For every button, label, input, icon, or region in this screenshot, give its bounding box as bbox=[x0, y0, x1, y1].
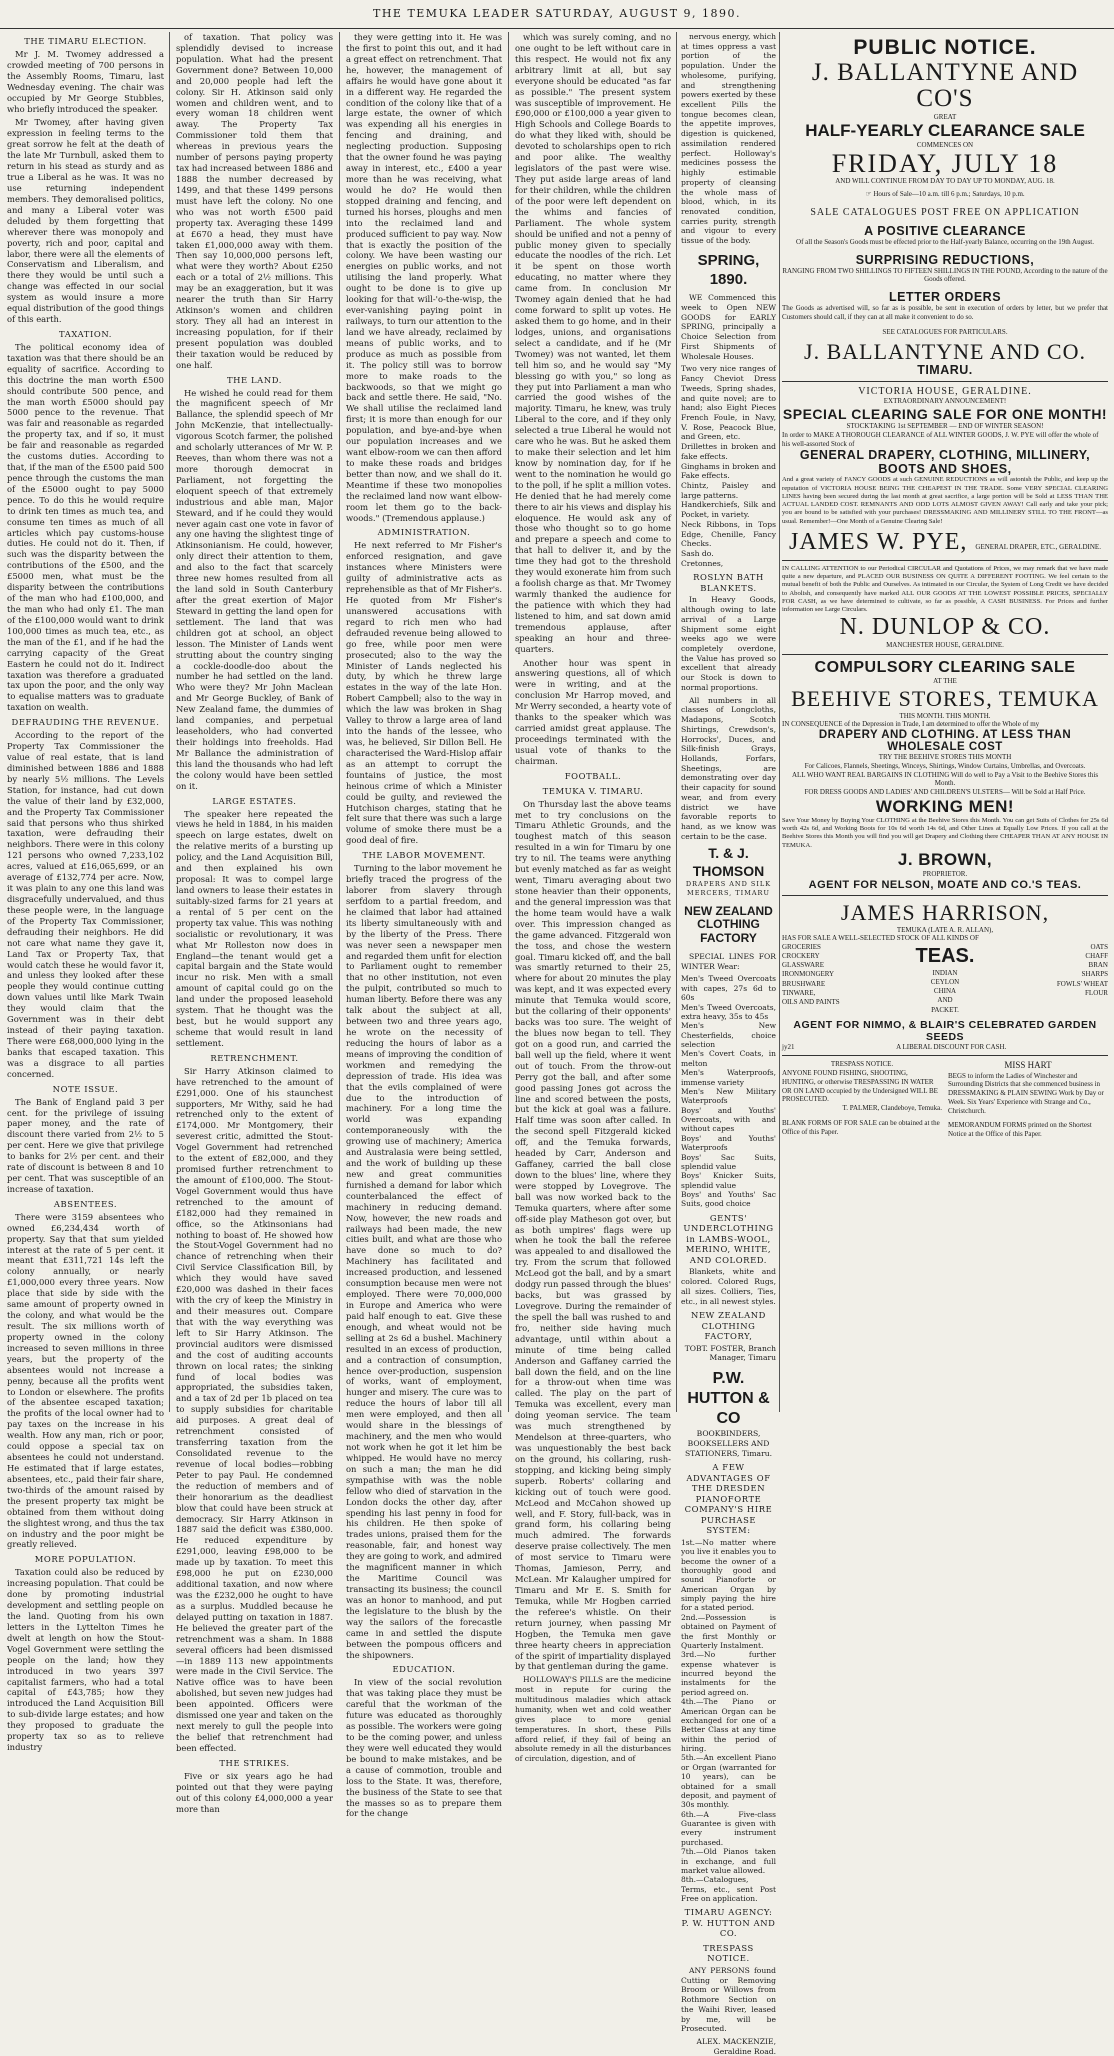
at-the-label: AT THE bbox=[933, 676, 957, 685]
stocktaking-label: STOCKTAKING 1st SEPTEMBER — END OF WINTER SEASON! bbox=[846, 422, 1044, 431]
spring-item: Cretonnes, bbox=[681, 558, 724, 568]
dunlop-body: IN CALLING ATTENTION to our Periodical CIRCULAR and Quotations of Prices, we may remark that we have made quite a new departure, and PLACED OUR BUSINESS ON QUITE A DIFFERENT FOOTING. We feel certain to the mutual benefit of both the Public and Ourselves. As intimated in our Circular, the System of Long Credit we have decided to Abolish, and consequently have marked ALL OUR GOODS AT THE LOWEST POSSIBLE PRICES, SPECIALLY FOR CASH, as we have determined to cultivate, so far as possible, A CASH BUSINESS. For Prices and further information see Large Circulars. bbox=[782, 564, 1108, 613]
public-notice-heading: PUBLIC NOTICE. bbox=[853, 36, 1037, 59]
column-rule bbox=[339, 32, 340, 1412]
section-heading: NOTE ISSUE. bbox=[52, 1083, 119, 1094]
article-paragraph: Turning to the labor movement he briefly traced the progress of the laborer from slavery through serfdom to a partial freedom, and he claimed that labor had attained its liberty simultaneously with and by the liberty of the Press. There was never seen a newspaper men and regarded them unfit for election to Parliament ought to remember that no other institution, not even the pulpit, contributed so much to human liberty. Before there was any talk about the subject at all, between two and three years ago, he wrote on the necessity of reducing the hours of labor as a means of improving the condition of workmen and remedying the depression of trade. His idea was that the evils complained of were due to the introduction of machinery. For a long time the world was expanding contemporaneously with the growing use of machinery; America and Australasia were being settled, and the work of building up these new and great communities furnished a demand for labor which counterbalanced the effect of machinery in reducing demand. Now, however, the new roads and railways had been made, the new cities built, and what are those who have done so much to do? Machinery has facilitated and increased production, and lessened consumption because men were not employed. There were 70,000,000 in Europe and America who were paid half enough to eat. Give these enough, and wheat would not be selling at 2s 6d a bushel. Machinery resulted in an excess of production, and a contraction of consumption, hence over-production, suspension of works, want of employment, hunger and misery. The cure was to reduce the hours of labor till all men were employed, and then all would share in the blessings of machinery, and the men who would not work when he got it let him be whipped. He would have no mercy on such a man; the man he did sympathise with was the noble fellow who died of starvation in the London docks the other day, after spending his last penny in food for his children. He then spoke of trades unions, praised them for the reasonable, fair, and honest way they are going to work, and admired the magnificent manner in which the Maritime Council was transacting its business; the council was an honor to manhood, and put the legislature to the blush by the way the sailors of the forecastle came in and settled the dispute between the pompous officers and the shipowners. bbox=[346, 863, 502, 1660]
goods-item: AND bbox=[937, 996, 953, 1005]
clothing-list-item: Boys' and Youths' Waterproofs bbox=[681, 1133, 776, 1153]
working-men-heading: WORKING MEN! bbox=[875, 796, 1015, 816]
column-rule bbox=[676, 32, 677, 1412]
dresden-item: 4th.—The Piano or American Organ can be exchanged for one of a Better Class at any time within the period of hiring. bbox=[681, 1697, 776, 1754]
goods-item: IRONMONGERY bbox=[782, 970, 835, 979]
manchester-house: MANCHESTER HOUSE, GERALDINE. bbox=[886, 641, 1004, 650]
commences-label: COMMENCES ON bbox=[916, 141, 974, 150]
try-beehive: TRY THE BEEHIVE STORES THIS MONTH bbox=[878, 753, 1012, 762]
section-heading: THE LAND. bbox=[226, 374, 283, 385]
goods-item: CHINA bbox=[933, 987, 957, 996]
hours-text bbox=[782, 190, 1108, 199]
dresden-item: 7th.—Old Pianos taken in exchange, and full market value allowed. bbox=[681, 1847, 776, 1875]
ballantyne-heading: J. BALLANTYNE AND CO'S bbox=[811, 59, 1079, 113]
consequence-text: IN CONSEQUENCE of the Depression in Trade, I am determined to offer the Whole of my bbox=[782, 720, 1040, 729]
article-paragraph: He next referred to Mr Fisher's enforced resignation, and gave instances where Ministers were guilty of administrative acts as reprehensible as that of Mr Fisher's. He quoted from Mr Fisher's unanswered accusations with regard to rich men who had defrauded revenue being allowed to go free, while poor men were prosecuted; also to the way the Minister of Lands neglected his duty, by which he threw large estates in the way of the late Hon. Robert Campbell; also to the way in which the law was broken in Shag Valley to throw a large area of land into the hands of the lessee, who was, he believed, Sir Dillon Bell. He characterised the Ward-Hislop affair as an attempt to corrupt the fountains of justice, the most heinous crime of which a Minister could be guilty, and reviewed the Hutchison charges, stating that he felt sure that there was such a large volume of smoke there must be a good deal of fire. bbox=[346, 540, 502, 846]
clothing-list-item: Boys' and Youths' Sac Suits, good choice bbox=[681, 1190, 776, 1209]
dresden-item: 6th.—A Five-class Guarantee is given with every instrument purchased. bbox=[681, 1809, 776, 1847]
goods-item: PACKET. bbox=[931, 1005, 959, 1014]
general-drapery-heading: GENERAL DRAPERY, CLOTHING, MILLINERY, BOOTS AND SHOES, bbox=[799, 448, 1091, 477]
trespass-heading: TRESPASS NOTICE. bbox=[703, 1942, 754, 1964]
dresden-item: 1st.—No matter where you live it enables you to become the owner of a thoroughly good and sound Pianoforte or American Organ by simply paying the hire for a stated period. bbox=[681, 1537, 776, 1613]
article-column-3 bbox=[341, 32, 507, 1819]
advert-column-right bbox=[782, 32, 1108, 1412]
hutton-subtitle: BOOKBINDERS, BOOKSELLERS AND STATIONERS, Timaru. bbox=[684, 1429, 773, 1458]
drapery-heading: DRAPERY AND CLOTHING. AT LESS THAN WHOLESALE COST bbox=[818, 729, 1072, 754]
divider bbox=[782, 381, 1108, 382]
gents-heading: GENTS' UNDERCLOTHING in LAMBS-WOOL, MERINO, WHITE, AND COLORED. bbox=[683, 1212, 774, 1265]
spring-item: Drillettes in broken and fake effects. bbox=[681, 442, 776, 461]
timaru-label: TIMARU. bbox=[917, 363, 973, 378]
column-rule bbox=[169, 32, 170, 1412]
article-heading: THE TIMARU ELECTION. bbox=[24, 36, 147, 46]
match-heading: TEMUKA V. TIMARU. bbox=[542, 785, 644, 796]
spring-item: Handkerchiefs, Silk and Pocket, in variety. bbox=[681, 500, 776, 520]
article-paragraph: Taxation could also be reduced by increasing population. That could be done by promoting industrial development and settling people on the land. Quoting from his own letters in the Lyttelton Times he dwelt at length on how the Stout-Vogel Government were settling the people on the land; how they introduced in two years 397 capitalist farmers, who had a total capital of £43,785; how they introduced the Land Acquisition Bill to sub-divide large estates; and how they proposed to graduate the property tax so as to relieve industry bbox=[7, 1567, 164, 1753]
clothing-list-item: Boys' and Youths' Overcoats, with and without capes bbox=[681, 1105, 776, 1134]
spring-body: WE Commenced this week to Open NEW GOODS for EARLY SPRING, principally a Choice Selection from First Shipments of Wholesale Houses. bbox=[681, 293, 776, 361]
section-heading: FOOTBALL. bbox=[564, 770, 622, 781]
goods-item: CROCKERY bbox=[782, 952, 820, 961]
section-heading: EDUCATION. bbox=[392, 1664, 456, 1675]
goods-item: SHARPS bbox=[1081, 970, 1108, 979]
section-heading: THE LABOR MOVEMENT. bbox=[362, 850, 486, 861]
clothing-list-item: Boys' Knicker Suits, splendid value bbox=[681, 1171, 776, 1190]
hutton-logo: P.W. HUTTON & CO bbox=[687, 1370, 770, 1428]
article-paragraph: He wished he could read for them the magnificent speech of Mr Ballance, the splendid speech of Mr John McKenzie, that intellectually-vigorous Scotch farmer, the polished and scholarly utterances of Mr W. P. Reeves, than whom there was not a more thorough democrat in Parliament, not forgetting the eloquent speech of that extremely industrious and able man, Major Steward, and if he could they would never again cast one vote in favor of any one having the slightest tinge of Atkinsonianism. He could, however, only direct their attention to them, and also to the fact that scarcely three new homes resulted from all the land sold in South Canterbury after the great exertion of Major Steward in getting the land open for settlement. The land that was children got at school, an object lesson. The Minister of Lands went strutting about the country singing a cockle-doodle-doo about the number he had settled on the land. Who were they? Mr John Maclean and Mr George Buckley, of Bank of New Zealand fame, the dummies of land companies, and perpetual leaseholders, who had converted their holdings into freeholds. Had Mr Ballance the administration of this land the thousands who had left the colony would have been settled on it. bbox=[176, 387, 333, 791]
section-heading: TAXATION. bbox=[58, 328, 113, 339]
column-rule bbox=[508, 32, 509, 1412]
letter-orders-text: The Goods as advertised will, so far as is possible, be sent in execution of orders by letter, but we prefer that Customers should call, if they can at all make it convenient to do so. bbox=[782, 304, 1108, 321]
blankets-text: Blankets, white and colored. Colored Rugs, all sizes. Colliers, Ties, etc., in all newest styles. bbox=[681, 1267, 776, 1306]
clearance-sale-heading: HALF-YEARLY CLEARANCE SALE bbox=[805, 121, 1085, 141]
pye-signature bbox=[782, 529, 1108, 556]
trespass-heading: TRESPASS NOTICE. bbox=[830, 1060, 894, 1069]
clothing-list-item: Men's New Chesterfields, choice selection bbox=[681, 1021, 776, 1050]
calicoes-text: For Calicoes, Flannels, Sheetings, Winceys, Shirtings, Window Curtains, Umbrellas, and Overcoats. bbox=[804, 761, 1086, 770]
this-month-label: THIS MONTH. THIS MONTH. bbox=[899, 711, 991, 720]
hart-notice bbox=[948, 1060, 1108, 1139]
dress-goods-text: FOR DRESS GOODS AND LADIES' AND CHILDREN'S ULSTERS— Will be Sold at Half Price. bbox=[804, 788, 1086, 797]
discount-row bbox=[782, 1043, 1108, 1052]
clothing-list-item: Boys' Sac Suits, splendid value bbox=[681, 1152, 776, 1171]
goods-item: GROCERIES bbox=[782, 943, 821, 952]
thomson-subtitle: DRAPERS AND SILK MERCERS, TIMARU bbox=[685, 880, 772, 897]
see-catalogues: SEE CATALOGUES FOR PARTICULARS. bbox=[882, 327, 1008, 336]
heavy-goods-text: In Heavy Goods, although owing to late arrival of a Large Shipment some eight weeks ago we were completely overdone, the Value has proved so excellent that already our Stock is down to normal proportions. bbox=[681, 595, 776, 692]
spring-item: Chintz, Paisley and large patterns. bbox=[681, 480, 776, 500]
brown-name: J. BROWN, bbox=[897, 849, 993, 869]
working-men-text: Save Your Money by Buying Your CLOTHING at the Beehive Stores this Month. You can get Suits of Clothes for 25s 6d worth 42s 6d, and Working Boots for 10s 6d worth 14s 6d, and Other Lines at Equally Low Prices. If you call at the Beehive Stores this Month you will find you will get Drapery and Clothing there CHEAPER THAN AT ANY HOUSE IN TEMUKA. bbox=[782, 816, 1108, 849]
pye-name: JAMES W. PYE, bbox=[789, 528, 968, 555]
palmer-notice bbox=[782, 1060, 942, 1139]
ref-code: jy21 bbox=[782, 1042, 795, 1051]
goods-item: FLOUR bbox=[1085, 988, 1108, 997]
surprising-heading: SURPRISING REDUCTIONS, bbox=[855, 252, 1035, 267]
letter-orders-heading: LETTER ORDERS bbox=[888, 290, 1002, 305]
continue-text: AND WILL CONTINUE FROM DAY TO DAY UP TO MONDAY, AUG. 18. bbox=[835, 177, 1055, 186]
miss-hart-body: BEGS to inform the Ladies of Winchester and Surrounding Districts that she commenced business in DRESSMAKING & PLAIN SEWING Work by Day or Week. Six Years' Experience with Strange and Co., Christchurch. bbox=[948, 1071, 1104, 1115]
teas-heading: TEAS. bbox=[915, 945, 975, 968]
victoria-house: VICTORIA HOUSE, GERALDINE. bbox=[858, 386, 1032, 398]
pye-order-text: In order to MAKE A THOROUGH CLEARANCE of ALL WINTER GOODS, J. W. PYE will offer the whole of his well-assorted Stock of bbox=[782, 430, 1099, 448]
article-paragraph: The Bank of England paid 3 per cent. for the privilege of issuing paper money, and the rate of discount there varied from 2½ to 5 per cent. Here we give that privilege to banks for 2½ per cent. and their rate of discount is between 8 and 10 per cent. That was susceptible of an increase of taxation. bbox=[7, 1096, 164, 1194]
article-paragraph: Mr J. M. Twomey addressed a crowded meeting of 700 persons in the Assembly Rooms, Timaru, last Wednesday evening. The chair was occupied by Mr George Stubbles, who briefly introduced the speaker. bbox=[7, 48, 164, 114]
divider bbox=[782, 560, 1108, 561]
goods-item: GLASSWARE bbox=[782, 961, 825, 970]
spring-item: Neck Ribbons, in Tops Edge, Chenille, Fancy Checks. bbox=[681, 519, 776, 549]
article-paragraph: According to the report of the Property Tax Commissioner the value of real estate, that is land diminished between 1886 and 1888 by nearly 5½ millions. The Levels Station, for instance, had cut down the value of their land by £32,000, and the Property Tax Commissioner said that persons who thus shirked taxation, were defrauding their neighbors. There were in this colony 121 persons who owned 7,233,102 acres, valued at £16,065,699, or an average of £132,774 per acre. Now, it was plain to any one this land was disgracefully undervalued, and thus these people were, in the language of the Property Tax Commissioner, defrauding their neighbors. He did not care what name they gave it, Land Tax or Property Tax, that would catch these he would favor it, and unless they looked after these people they would continue cutting down values until like Mark Twain they would claim that the Government was in their debt instead of their paying taxation. There were £68,000,000 lying in the banks that escaped taxation. This was a disgrace to all parties concerned. bbox=[7, 730, 164, 1079]
pye-title: GENERAL DRAPER, ETC., GERALDINE. bbox=[975, 542, 1101, 551]
goods-list bbox=[782, 943, 1108, 1014]
roslyn-heading: ROSLYN BATH BLANKETS. bbox=[693, 572, 764, 593]
section-heading: ABSENTEES. bbox=[53, 1198, 118, 1209]
section-heading: THE STRIKES. bbox=[219, 1757, 290, 1768]
bottom-notices bbox=[782, 1060, 1108, 1139]
goods-item: CEYLON bbox=[930, 978, 960, 987]
article-paragraph: In view of the social revolution that was taking place they must be careful that the workman of the future was educated as thoroughly as possible. The workers were going to be the coming power, and unless they were well educated they would be bound to make mistakes, and be a cause of commotion, trouble and loss to the State. It was, therefore, the business of the State to see that the masses so as to prepare them for the change bbox=[346, 1677, 502, 1819]
trespass-body: ANYONE FOUND FISHING, SHOOTING, HUNTING, or otherwise TRESPASSING IN WATER OR ON LAND occupied by the Undersigned WILL BE PROSECUTED. bbox=[782, 1069, 938, 1104]
clothing-list-item: Men's New Military Waterproofs bbox=[681, 1086, 776, 1106]
proprietor-label: PROPRIETOR. bbox=[922, 869, 968, 878]
divider bbox=[782, 1055, 1108, 1056]
goods-item: BRUSHWARE bbox=[782, 979, 826, 988]
article-paragraph: which was surely coming, and no one ought to be left without care in this respect. He would not fix any arbitrary limit at all, but say everyone should be educated "as far as possible." The present system was susceptible of improvement. He £90,000 or £100,000 a year given to High Schools and College Boards to do what they liked with, should be devoted to scholarships open to rich and poor alike. The wealthy legislators of the past were wise. They put aside large areas of land for their children, while the children of the poor were left dependent on the whims and fancies of Parliament. The whole system should be unified and not a penny of public money given to specially educate the noodles of the rich. Let it be spent on those worth educating, no matter where they came from. In conclusion Mr Twomey again denied that he had come forward to split up votes. He asked them to go home, and in their lodges, unions, and organisations select a candidate, and if he (Mr Twomey) was not wanted, let them tell him so, and he would say "My blessing go with you," so long as they put into Parliament a man who carried the good wishes of the majority. Timaru, he knew, was truly Liberal to the core, and if they only selected a true Liberal he would not care who he was. But he asked them to make their selection and let him know by nomination day, for if he went to the nomination he would go to the poll, if he split a million votes. He denied that he had merely come there to air his views and display his eloquence. He would ask any of those who thought so to go home and prepare a speech and come to that hall to deliver it, and by the time they had got to the threshold they would exonerate him from such a foolish charge as that. Mr Twomey warmly thanked the audience for the patience with which they had listened to him, and sat down amid tremendous applause, after speaking an hour and three-quarters. bbox=[515, 32, 671, 654]
goods-item: INDIAN bbox=[932, 969, 958, 978]
article-paragraph: Mr Twomey, after having given expression in feeling terms to the great sorrow he felt at the death of the late Mr Turnbull, asked them to return in his stead as sturdy and as true a Liberal as he was. It was no use returning independent members. They demoralised politics, and many a Liberal voter was deluded by them forgetting that wherever there was monopoly and poverty, rich and poor, capital and labor, there were all the elements of Conservatism and Liberalism, and there they would be until such a change was effected in our social system as would insure a more equal distribution of the good things of this earth. bbox=[7, 117, 164, 325]
goods-item: FOWLS' WHEAT bbox=[1056, 979, 1108, 988]
article-paragraph: Another hour was spent in answering questions, all of which were in writing, and at the conclusion Mr Harrop moved, and Mr Werry seconded, a hearty vote of thanks to the speaker which was carried amidst great applause. The proceedings terminated with the usual vote of thanks to the chairman. bbox=[515, 657, 671, 766]
dresden-heading: A FEW ADVANTAGES OF THE DRESDEN PIANOFORTE COMPANY'S HIRE PURCHASE SYSTEM: bbox=[684, 1462, 773, 1536]
real-bargains-text: ALL WHO WANT REAL BARGAINS IN CLOTHING Will do well to Pay a Visit to the Beehive Stores this Month. bbox=[791, 770, 1099, 788]
clothing-list-item: Men's Waterproofs, immense variety bbox=[681, 1068, 776, 1087]
article-paragraph: Five or six years ago he had pointed out that they were paying out of this colony £4,000,000 a year more than bbox=[176, 1770, 333, 1814]
surprising-text: RANGING FROM TWO SHILLINGS TO FIFTEEN SHILLINGS IN THE POUND, According to the nature of the Goods offered. bbox=[782, 266, 1108, 284]
clothing-list-item: Men's Tweed Overcoats with capes, 27s 6d to 60s bbox=[681, 974, 776, 1003]
article-paragraph: On Thursday last the above teams met to try conclusions on the Timaru Athletic Grounds, and the toughest match of this season resulted in a win for Timaru by one try to nil. The teams were anything but evenly matched as far as weight went, Timaru averaging about two stone heavier than their opponents, and the general impression was that the home team would have a walk over. This impression changed as the game advanced. Fitzgerald won the toss, and chose the western goal. Timaru kicked off, and the ball was smartly returned to their 25, where for about 20 minutes the play was kept, and it was expected every minute that Temuka would score, but the collaring of their opponents' backs was too sure. The weight of the blues now began to tell. They got on a good run, and carried the ball well up the field, where it went out of touch. From the throw-out Perry got the ball, and after some good passing Jones got across the line and scored between the posts, but the kick at goal was a failure. Half time was soon after called. In the second spell Fitzgerald kicked off, and the Temuka forwards, headed by Carr, Anderson and Gaffaney, carried the ball close down to the blues' line, where they were stopped by Lovegrove. The ball was now worked back to the Temuka quarters, where after some off-side play Matheson got over, but as both umpires' flags were up when he took the ball the referee was appealed to and disallowed the try. From the scrum that followed McLeod got the ball, and by a smart dodgy run passed through the blues' backs, but was grassed by Lovegrove. During the remainder of the spell the ball was rushed to and fro, neither side having much advantage, until within about a minute of time being called Anderson and Gaffaney carried the ball down the field, and on the line for a throw-out when time was called. The play on the part of Temuka was excellent, every man doing yeoman service. The team was much strengthened by Mendelson at three-quarters, who was unquestionably the best back on the ground, his collaring, rush-stopping, and kicking being simply superb. Roberts' collaring and kicking out of touch were good. McLeod and McCahon showed up well, and F. Story, full-back, was in grand form, his collaring being much admired. The forwards deserve praise collectively. The men of most service to Timaru were Thomas, Jamieson, Perry, and McLean. Mr Kalaugher umpired for Timaru and Mr E. S. Smith for Temuka, while Mr Hogben carried the referee's whistle. On their return journey, when passing Mr Hogben, the Temuka men gave three hearty cheers in appreciation of the spirit of impartiality displayed by that gentleman during the game. bbox=[515, 798, 671, 1672]
article-column-1 bbox=[2, 32, 169, 1753]
special-lines-heading: SPECIAL LINES FOR WINTER Wear: bbox=[681, 952, 776, 971]
compulsory-sale-heading: COMPULSORY CLEARING SALE bbox=[814, 658, 1076, 676]
article-paragraph: There were 3159 absentees who owned £6,234,434 worth of property. Say that that sum yielded interest at the rate of 5 per cent. it meant that £311,721 14s left the colony annually, or nearly £1,000,000 every three years. Now place that side by side with the same amount of property owned in the colony, and what would be the result. The six millions worth of property owned in the colony increased to seven millions in three years, but the property of the absentees would not increase a penny, because all the profits went to London or elsewhere. The profits of the absentee escaped taxation; the profits of the local owner had to pay taxes on the increase in his wealth. How any man, rich or poor, could oppose a special tax on absentees he could not understand. He estimated that if large estates, absentees, etc., paid their fair share, two-thirds of the amount raised by the present property tax might be obtained from them without doing the slightest wrong, and thus the tax on industry and the poor might be greatly relieved. bbox=[7, 1211, 164, 1550]
goods-item: OILS AND PAINTS bbox=[782, 997, 840, 1006]
section-heading: DEFRAUDING THE REVENUE. bbox=[11, 717, 160, 728]
trespass-body: ANY PERSONS found Cutting or Removing Broom or Willows from Rothmore Section on the Waihi River, leased by me, will be Prosecuted. bbox=[681, 1965, 776, 2034]
discount-text: A LIBERAL DISCOUNT FOR CASH. bbox=[896, 1042, 1007, 1051]
dresden-item: 8th.—Catalogues, Terms, etc., sent Post Free on application. bbox=[681, 1875, 776, 1904]
goods-item: BRAN bbox=[1088, 961, 1108, 970]
nz-clothing-factory-heading: NEW ZEALAND CLOTHING FACTORY bbox=[684, 903, 773, 946]
extraordinary-label: EXTRAORDINARY ANNOUNCEMENT! bbox=[883, 397, 1007, 406]
nz-clothing-factory-footer: NEW ZEALAND CLOTHING FACTORY, bbox=[691, 1310, 766, 1342]
sale-date: FRIDAY, JULY 18 bbox=[831, 149, 1059, 178]
blank-forms: BLANK FORMS OF FOR SALE can be obtained at the Office of this Paper. bbox=[782, 1118, 940, 1136]
miss-hart-heading: MISS HART bbox=[1004, 1060, 1052, 1071]
section-heading: MORE POPULATION. bbox=[34, 1554, 137, 1565]
clothing-list-item: Men's Covert Coats, in melton bbox=[681, 1049, 776, 1068]
nimmo-agent: AGENT FOR NIMMO, & BLAIR'S CELEBRATED GARDEN SEEDS bbox=[793, 1018, 1097, 1043]
spring-item: Two very nice ranges of Fancy Cheviot Dress Tweeds, Spring shades, and quite novel; are to hand; also Eight Pieces French Foule, in Navy, V. Rose, Peacock Blue, and Green, etc. bbox=[681, 364, 776, 442]
goods-middle-column bbox=[891, 943, 1000, 1014]
divider bbox=[782, 895, 1108, 896]
section-heading: LARGE ESTATES. bbox=[212, 795, 297, 806]
article-paragraph: they were getting into it. He was the first to point this out, and it had a great effect on retrenchment. That he, however, the management of affairs he would have gone about it in a different way. He regarded the condition of the colony like that of a large estate, the owner of which was expending all his energies in fencing and draining, and neglecting production. Supposing that the owner found he was paying away in interest, etc., £400 a year more than he was receiving, what would he do? He would then stopped draining and fencing, and turned his horses, ploughs and men into the reclaimed land and produced sufficient to pay way. Now that is exactly the position of the colony. We have been wasting our energies on public works, and not utilising the land properly. What ought to be done is to give up looking for that will-'o-the-wisp, the ever-vanishing paying point in railways, to turn our attention to the land we have already, reclaimed by means of public works, and to produce as much as possible from it. The policy still was to borrow more to make roads to the backwoods, so that we might go back and settle there. He said, "No. We shall utilise the reclaimed land first; it is more than enough for our population, and bye-and-bye when our population increases and we want elbow-room we can then afford to make these roads and bridges better than now, and we shall do it. Meantime if these two monopolies the reclaimed land now want elbow-room let them go to the back-woods." (Tremendous applause.) bbox=[346, 32, 502, 523]
spring-heading: SPRING, 1890. bbox=[697, 251, 760, 288]
advert-column-5 bbox=[678, 32, 779, 2056]
dresden-item: 3rd.—No further expense whatever is incurred beyond the instalments for the period agreed on. bbox=[681, 1650, 776, 1697]
holloway-advert: HOLLOWAY'S PILLS are the medicine most in repute for curing the multitudinous maladies which attack humanity, when wet and cold weather gives place to more genial temperatures. In short, these Pills afford relief, if they fail of being an absolute remedy in all the disturbances of circulation, digestion, and of bbox=[515, 1675, 671, 1764]
beehive-stores-heading: BEEHIVE STORES, TEMUKA bbox=[791, 685, 1099, 711]
article-paragraph: Sir Harry Atkinson claimed to have retrenched to the amount of £291,000. One of his staunchest supporters, Mr Withy, said he had retrenched only to the extent of £174,000. Mr Montgomery, their severest critic, admitted the Stout-Vogel Government had retrenched to the extent of £82,000, and they promised further retrenchment to the amount of £100,000. The Stout-Vogel Government would thus have retrenched to the amount of £182,000 had they remained in office, so the Atkinsonians had nothing to boast of. He showed how the Stout-Vogel Government had no chance of retrenching when their Civil Service Classification Bill, by which they would have saved £20,000 was dashed in their faces with the cry of keep the Ministry in and their measures out. Compare that with the way everything was left to Sir Harry Atkinson. The provincial auditors were dismissed and the cost of auditing accounts thrown on local rates; the sinking fund of local bodies was appropriated, the subsidies taken, and a tax of 2d per 1b placed on tea to supply subsidies for charitable aid purposes. A great deal of retrenchment consisted of transferring taxation from the Consolidated revenue to the revenue of local bodies—robbing Peter to pay Paul. He condemned the reduction of members and of their honorarium as the deadliest blow that could have been struck at democracy. Sir Harry Atkinson in 1887 said the deficit was £380,000. He reduced expenditure by £291,000, leaving £98,000 to be made up by taxation. To meet this £98,000 he put on £230,000 additional taxation, and now where was the £232,000 he ought to have as a surplus. Muddled because he delayed putting on taxation in 1887. He believed the greater part of the retrenchment was a sham. In 1888 several officers had been dismissed—in 1889 113 new appointments were made in the Civil Service. The Native office was to have been abolished, but seven new judges had been appointed. Officers were dismissed one year and taken on the next merely to gull the people into the belief that retrenchment had been effected. bbox=[176, 1065, 333, 1753]
dresden-item: 2nd.—Possession is obtained on Payment of the first Monthly or Quarterly Instalment. bbox=[681, 1612, 776, 1650]
newspaper-masthead: THE TEMUKA LEADER SATURDAY, AUGUST 9, 1890. bbox=[0, 0, 1114, 29]
mackenzie-signature: ALEX. MACKENZIE, Geraldine Road. bbox=[696, 2036, 776, 2056]
column-rule bbox=[779, 32, 780, 1412]
article-column-2 bbox=[171, 32, 338, 1814]
has-for-sale-text: HAS FOR SALE A WELL-SELECTED STOCK OF ALL KINDS OF bbox=[782, 934, 979, 943]
goods-right-column bbox=[999, 943, 1108, 1014]
article-paragraph: The political economy idea of taxation was that there should be an equality of sacrifice. According to this doctrine the man worth £500 should contribute 500 pence, and the man worth £5000 should pay 5000 pence to the revenue. That was fair and reasonable as regarded the property tax, and if so, it must be fair and reasonable as regarded the customs duties. According to that, if the man of the £500 paid 500 pence through the customs the man of the £5000 ought to pay 5000 pence. To do this he would require to drink ten times as much tea, and consume ten times as much of all articles which pay customs-house duties. He could not do it. Then, if such was the disparity between the contributions of the £500, and the £5000 men, what must be the disparity between the contributions of the man who had £100,000, and the man who had only £1. The man of the £100,000 would want to drink 100,000 times as much tea, etc., as the man of the £1, and if he had the carrying capacity of the Great Eastern he could not do it. Indirect taxation was therefore a graduated tax upon the poor, and the only way to equalise matters was to graduate taxation on wealth. bbox=[7, 341, 164, 713]
section-heading: ADMINISTRATION. bbox=[377, 527, 471, 538]
harrison-name: JAMES HARRISON, bbox=[840, 899, 1050, 925]
heavy-goods-text: All numbers in all classes of Longcloths, Madapons, Scotch Shirtings, Crewdson's, Horrocks', Duces, and Silk-finish Grays, Hollands, Forfars, Sheetings, are demonstrating over day their capacity for sound wear, and from every district we have favorable reports to hand, as we know was certain to be the case. bbox=[681, 695, 776, 841]
thomson-logo: T. & J. THOMSON bbox=[692, 845, 765, 879]
positive-clearance-heading: A POSITIVE CLEARANCE bbox=[864, 223, 1026, 238]
goods-left-column bbox=[782, 943, 891, 1014]
dresden-item: 5th.—An excellent Piano or Organ (warranted for 10 years), can be obtained for a small deposit, and payment of 30s monthly. bbox=[681, 1753, 776, 1810]
dunlop-name: N. DUNLOP & CO. bbox=[839, 614, 1051, 641]
great-label: GREAT bbox=[933, 112, 957, 121]
foster-signature: TOBT. FOSTER, Branch Manager, Timaru bbox=[684, 1343, 776, 1363]
holloway-continued: nervous energy, which at times oppress a vast portion of the population. Under the wholesome, purifying, and strengthening powers exerted by these excellent Pills the tongue becomes clean, the appetite improves, digestion is quickened, assimilation rendered perfect. Holloway's medicines possess the highly estimable property of cleansing the whole mass of blood, which, in its renovated condition, carries purity, strength and vigour to every tissue of the body. bbox=[681, 32, 776, 246]
goods-item: TINWARE, bbox=[782, 988, 816, 997]
clothing-list-item: Men's Tweed Overcoats, extra heavy, 35s to 45s bbox=[681, 1002, 776, 1021]
hours-label: Hours of Sale—10 a.m. till 6 p.m.; Saturdays, 10 p.m. bbox=[873, 190, 1025, 199]
memorandum-forms: MEMORANDUM FORMS printed on the Shortest Notice at the Office of this Paper. bbox=[948, 1121, 1092, 1139]
section-heading: RETRENCHMENT. bbox=[210, 1052, 299, 1063]
positive-clearance-text: Of all the Season's Goods must be effected prior to the Half-yearly Balance, occurring on the 19th August. bbox=[796, 237, 1094, 246]
spring-item: Ginghams in broken and Fake effects. bbox=[681, 461, 776, 481]
hutton-agency: TIMARU AGENCY: P. W. HUTTON AND CO. bbox=[681, 1907, 776, 1939]
goods-item: CHAFF bbox=[1085, 952, 1108, 961]
divider bbox=[782, 654, 1108, 655]
goods-item: OATS bbox=[1090, 943, 1108, 952]
catalogues-text: SALE CATALOGUES POST FREE ON APPLICATION bbox=[810, 206, 1080, 218]
special-clearing-heading: SPECIAL CLEARING SALE FOR ONE MONTH! bbox=[782, 406, 1108, 423]
article-paragraph: of taxation. That policy was splendidly devised to increase population. What had the present Government done? Between 10,000 and 20,000 people had left the colony. Sir H. Atkinson said only women and children went, and to every woman 18 children went away. The Property Tax Commissioner told them that whereas in previous years the number of persons paying property tax had increased between 1886 and 1888 the number decreased by 1499, and that these 1499 persons must have left the colony. No one who was not worth £500 paid property tax. Averaging these 1499 at £670 a head, they must have taken £1,000,000 away with them. Then say 10,000,000 persons left, what were they worth? About £250 each or a total of 2½ millions. This may be an exaggeration, but it was nearer the truth than Sir Harry Atkinson's women and children story. They all had an interest in increasing population, for if their present population was doubled their taxation would be reduced by one half. bbox=[176, 32, 333, 370]
nelson-moate-agent: AGENT FOR NELSON, MOATE AND CO.'S TEAS. bbox=[808, 878, 1082, 891]
harrison-subtitle: TEMUKA (LATE A. R. ALLAN), bbox=[896, 925, 994, 934]
ballantyne-footer: J. BALLANTYNE AND CO. bbox=[804, 339, 1086, 365]
palmer-signature: T. PALMER, Clandeboye, Temuka. bbox=[842, 1104, 942, 1113]
pye-body: And a great variety of FANCY GOODS at such GENUINE REDUCTIONS as will astonish the Public, and keep up the reputation of VICTORIA HOUSE BEING THE CHEAPEST IN THE TRADE. Some VERY SPECIAL CLEARING LINES having been secured during the last month at great sacrifice, a large portion will be Sold at LESS THAN THE ACTUAL LANDED COST. REMNANTS AND ODD LOTS ALMOST GIVEN AWAY! Call early and take your pick; you are bound to be satisfied with your purchases! DRESSMAKING AND MILLINERY STILL TO THE FRONT—as usual. Remember!—One Month of a Genuine Clearing Sale! bbox=[782, 476, 1108, 525]
article-paragraph: The speaker here repeated the views he held in 1884, in his maiden speech on large estates, dwelt on the relative merits of a bursting up policy, and the Land Acquisition Bill, and then explained his own proposal: It was to compel large land owners to lease their estates in suitably-sized farms for 21 years at a rental of 5 per cent on the property tax value. This was nothing socialistic or revolutionary, it was what Mr Rolleston now does in England—the tenant would get a capital bargain and the State would incur no risk. Men with a small amount of capital could go on the land under the proposed leasehold system. That he thought was the best, but he would support any scheme that would result in land settlement. bbox=[176, 808, 333, 1048]
pointing-hand-icon: ☞ bbox=[865, 190, 872, 199]
article-column-4 bbox=[510, 32, 676, 1764]
spring-item: Sash do. bbox=[681, 549, 714, 558]
